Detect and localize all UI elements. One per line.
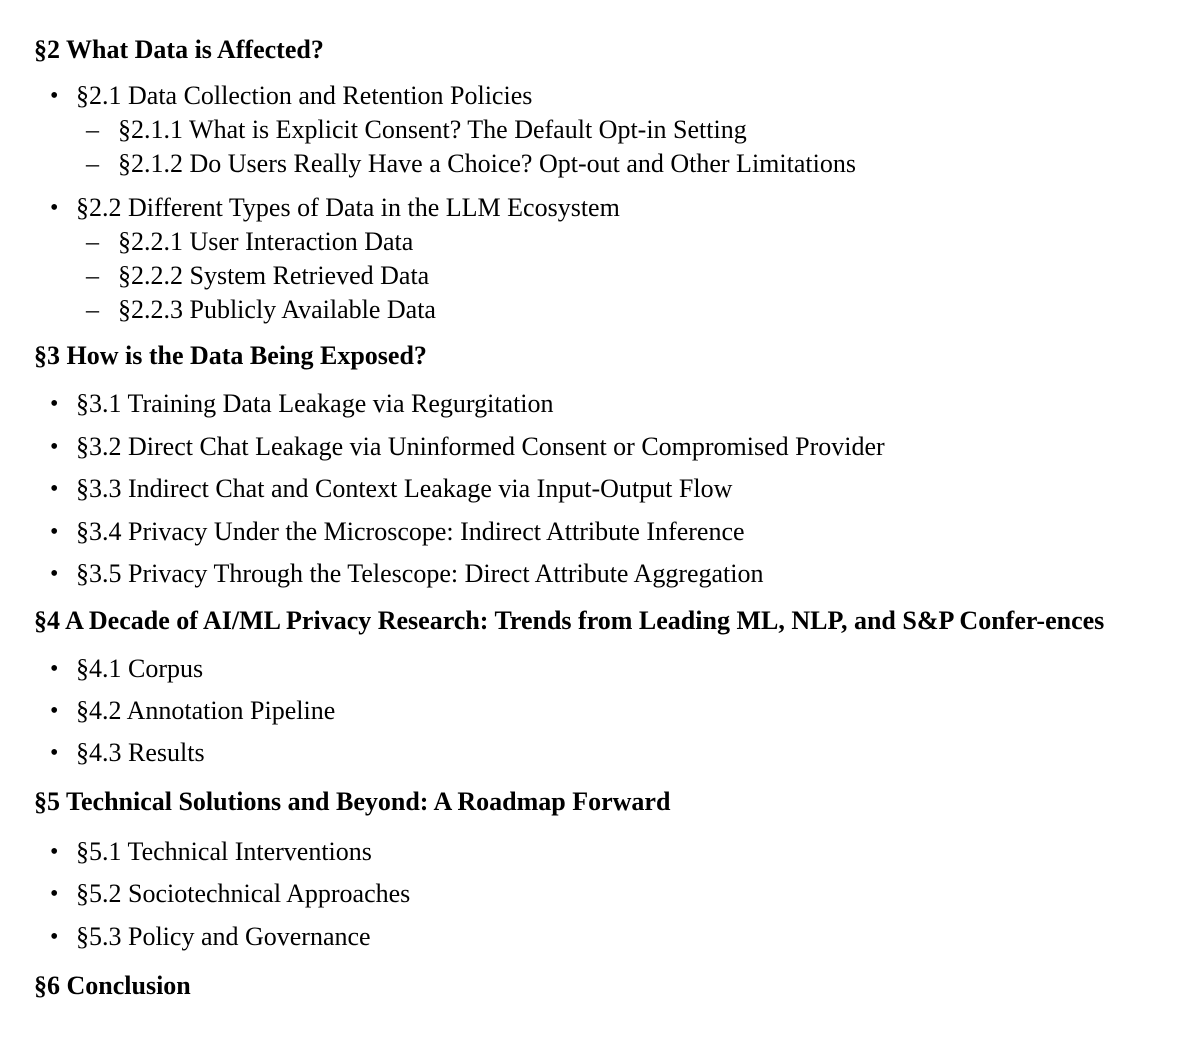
- bullet-icon: •: [50, 838, 59, 865]
- list-item: [34, 293, 1154, 327]
- subsection-label: §3.4 Privacy Under the Microscope: Indirect Attribute Inference: [76, 516, 745, 546]
- section-title: §6 Conclusion: [34, 971, 191, 1000]
- bullet-icon: •: [50, 923, 59, 950]
- subsection-label: §4.1 Corpus: [76, 653, 204, 683]
- subsection-label: §5.2 Sociotechnical Approaches: [76, 879, 411, 908]
- subsection-label: §5.3 Policy and Governance: [76, 921, 371, 951]
- section-3: [34, 340, 1154, 596]
- subsubsection-label: §2.1.1 What is Explicit Consent? The Default Opt-in Setting: [118, 115, 747, 144]
- list-item: [34, 191, 1154, 327]
- dash-icon: –: [86, 261, 99, 290]
- subsubsection-label: §2.2.3 Publicly Available Data: [118, 295, 436, 324]
- bullet-icon: •: [50, 391, 59, 417]
- list-item: [34, 383, 1154, 426]
- subsection-list: [34, 831, 1154, 959]
- list-item: [34, 648, 1154, 690]
- dash-icon: –: [86, 295, 99, 324]
- section-title: §3 How is the Data Being Exposed?: [34, 341, 427, 370]
- bullet-icon: •: [50, 433, 59, 460]
- subsubsection-list: [76, 225, 1154, 327]
- subsection-label: §4.3 Results: [76, 737, 205, 767]
- list-item: [34, 690, 1154, 732]
- bullet-icon: •: [50, 561, 59, 587]
- list-item: [34, 259, 1154, 293]
- list-item: [34, 732, 1154, 774]
- subsection-label: §3.2 Direct Chat Leakage via Uninformed Consent or Compromised Provider: [76, 431, 885, 461]
- list-item: [34, 511, 1154, 554]
- subsection-label: §4.2 Annotation Pipeline: [76, 695, 336, 725]
- section-2: [34, 34, 1154, 327]
- subsubsection-label: §2.2.1 User Interaction Data: [118, 227, 414, 256]
- subsubsection-list: [76, 113, 1154, 181]
- list-item: [34, 147, 1154, 181]
- subsection-list: [34, 79, 1154, 327]
- dash-icon: –: [86, 149, 99, 178]
- bullet-icon: •: [50, 881, 59, 907]
- list-item: [34, 79, 1154, 181]
- dash-icon: –: [86, 227, 99, 256]
- list-item: [34, 831, 1154, 874]
- list-item: [34, 225, 1154, 259]
- bullet-icon: •: [50, 697, 59, 724]
- bullet-icon: •: [50, 83, 59, 109]
- subsection-label: §3.5 Privacy Through the Telescope: Direct Attribute Aggregation: [76, 559, 764, 588]
- dash-icon: –: [86, 115, 99, 144]
- subsection-label: §2.2 Different Types of Data in the LLM Ecosystem: [76, 193, 620, 222]
- section-title: §2 What Data is Affected?: [34, 35, 324, 64]
- section-5: [34, 786, 1154, 959]
- subsubsection-label: §2.2.2 System Retrieved Data: [118, 261, 430, 290]
- list-item: [34, 553, 1154, 596]
- subsection-list: [34, 383, 1154, 596]
- section-title: §4 A Decade of AI/ML Privacy Research: Trends from Leading ML, NLP, and S&P Confer-ences: [34, 605, 1105, 635]
- subsection-label: §5.1 Technical Interventions: [76, 836, 372, 866]
- bullet-icon: •: [50, 655, 59, 682]
- subsection-label: §3.1 Training Data Leakage via Regurgitation: [76, 389, 554, 418]
- subsubsection-label: §2.1.2 Do Users Really Have a Choice? Opt-out and Other Limitations: [118, 149, 856, 178]
- section-4: [34, 605, 1154, 774]
- subsection-list: [34, 648, 1154, 774]
- section-title: §5 Technical Solutions and Beyond: A Roadmap Forward: [34, 786, 671, 816]
- bullet-icon: •: [50, 476, 59, 502]
- list-item: [34, 426, 1154, 469]
- subsection-label: §2.1 Data Collection and Retention Policies: [76, 81, 533, 110]
- list-item: [34, 873, 1154, 916]
- list-item: [34, 916, 1154, 959]
- table-of-contents: [34, 34, 1154, 1001]
- list-item: [34, 113, 1154, 147]
- subsection-label: §3.3 Indirect Chat and Context Leakage via Input-Output Flow: [76, 474, 733, 503]
- bullet-icon: •: [50, 195, 59, 221]
- bullet-icon: •: [50, 739, 59, 766]
- bullet-icon: •: [50, 518, 59, 545]
- section-6: [34, 970, 1154, 1001]
- list-item: [34, 468, 1154, 511]
